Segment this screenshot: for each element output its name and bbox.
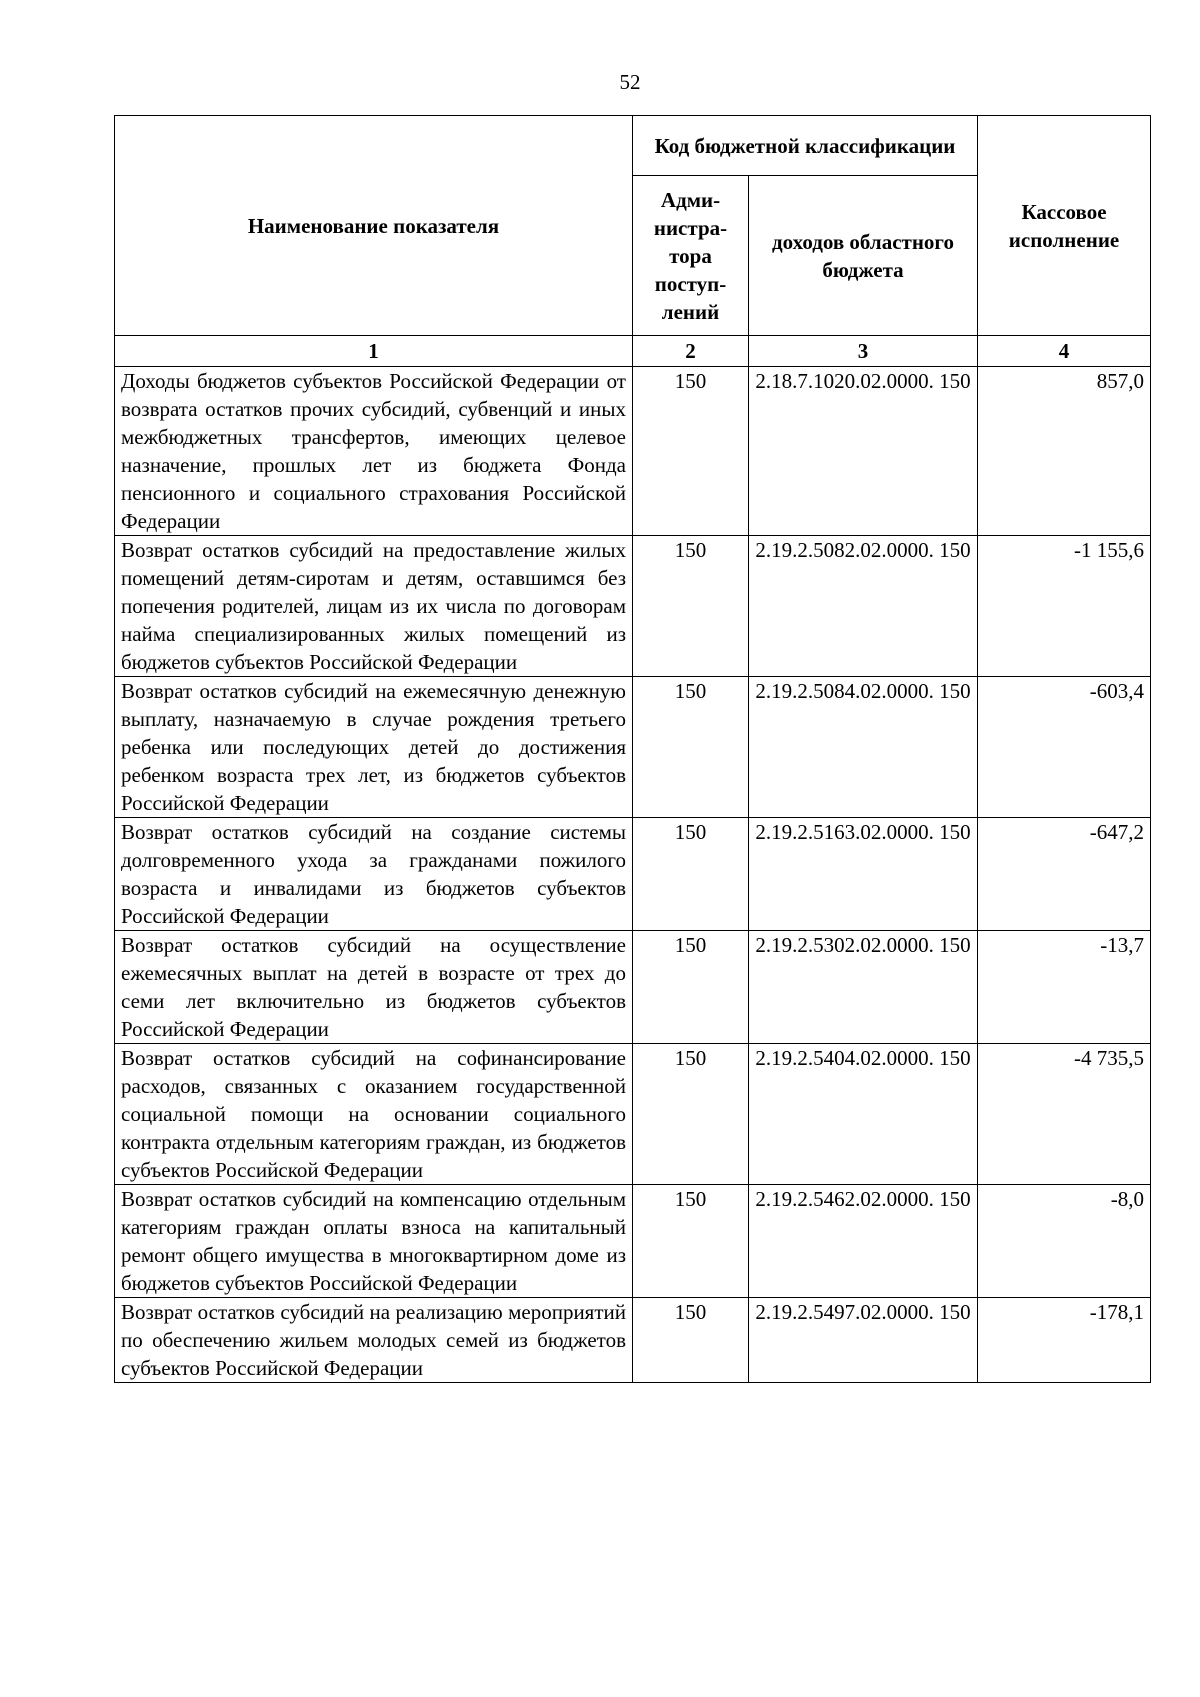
cash-amount: -647,2 xyxy=(978,818,1151,931)
header-cash: Кассовое исполнение xyxy=(978,116,1151,336)
admin-code: 150 xyxy=(633,931,749,1044)
header-admin: Адми-нистра-тора поступ-лений xyxy=(633,176,749,336)
cash-amount: -603,4 xyxy=(978,677,1151,818)
table-row xyxy=(115,677,1151,818)
column-numbers-row xyxy=(115,336,1151,367)
income-code: 2.19.2.5163.02.0000. 150 xyxy=(749,818,978,931)
column-number: 1 xyxy=(115,336,633,367)
table-row xyxy=(115,931,1151,1044)
budget-table xyxy=(114,115,1151,1383)
table-row xyxy=(115,536,1151,677)
cash-amount: -178,1 xyxy=(978,1298,1151,1383)
indicator-name: Возврат остатков субсидий на осуществление ежемесячных выплат на детей в возрасте от трех до семи лет включительно из бюджетов субъектов Российской Федерации xyxy=(115,931,633,1044)
table-row xyxy=(115,1185,1151,1298)
admin-code: 150 xyxy=(633,1185,749,1298)
indicator-name: Доходы бюджетов субъектов Российской Федерации от возврата остатков прочих субсидий, субвенций и иных межбюджетных трансфертов, имеющих целевое назначение, прошлых лет из бюджета Фонда пенсионного и социального страхования Российской Федерации xyxy=(115,367,633,536)
income-code: 2.19.2.5082.02.0000. 150 xyxy=(749,536,978,677)
income-code: 2.19.2.5404.02.0000. 150 xyxy=(749,1044,978,1185)
admin-code: 150 xyxy=(633,677,749,818)
indicator-name: Возврат остатков субсидий на ежемесячную денежную выплату, назначаемую в случае рождения третьего ребенка или последующих детей до достижения ребенком возраста трех лет, из бюджетов субъектов Российской Федерации xyxy=(115,677,633,818)
cash-amount: -1 155,6 xyxy=(978,536,1151,677)
table-row xyxy=(115,367,1151,536)
admin-code: 150 xyxy=(633,367,749,536)
table-row xyxy=(115,818,1151,931)
indicator-name: Возврат остатков субсидий на компенсацию отдельным категориям граждан оплаты взноса на капитальный ремонт общего имущества в многоквартирном доме из бюджетов субъектов Российской Федерации xyxy=(115,1185,633,1298)
cash-amount: -4 735,5 xyxy=(978,1044,1151,1185)
income-code: 2.19.2.5462.02.0000. 150 xyxy=(749,1185,978,1298)
column-number: 3 xyxy=(749,336,978,367)
column-number: 4 xyxy=(978,336,1151,367)
income-code: 2.18.7.1020.02.0000. 150 xyxy=(749,367,978,536)
header-code-group: Код бюджетной классификации xyxy=(633,116,978,176)
table-row xyxy=(115,1044,1151,1185)
cash-amount: -13,7 xyxy=(978,931,1151,1044)
indicator-name: Возврат остатков субсидий на реализацию мероприятий по обеспечению жильем молодых семей из бюджетов субъектов Российской Федерации xyxy=(115,1298,633,1383)
indicator-name: Возврат остатков субсидий на предоставление жилых помещений детям-сиротам и детям, оставшимся без попечения родителей, лицам из их числа по договорам найма специализированных жилых помещений из бюджетов субъектов Российской Федерации xyxy=(115,536,633,677)
indicator-name: Возврат остатков субсидий на создание системы долговременного ухода за гражданами пожилого возраста и инвалидами из бюджетов субъектов Российской Федерации xyxy=(115,818,633,931)
header-income: доходов областного бюджета xyxy=(749,176,978,336)
cash-amount: -8,0 xyxy=(978,1185,1151,1298)
table-header xyxy=(115,116,1151,367)
income-code: 2.19.2.5084.02.0000. 150 xyxy=(749,677,978,818)
indicator-name: Возврат остатков субсидий на софинансирование расходов, связанных с оказанием государственной социальной помощи на основании социального контракта отдельным категориям граждан, из бюджетов субъектов Российской Федерации xyxy=(115,1044,633,1185)
admin-code: 150 xyxy=(633,1044,749,1185)
income-code: 2.19.2.5497.02.0000. 150 xyxy=(749,1298,978,1383)
income-code: 2.19.2.5302.02.0000. 150 xyxy=(749,931,978,1044)
column-number: 2 xyxy=(633,336,749,367)
admin-code: 150 xyxy=(633,818,749,931)
admin-code: 150 xyxy=(633,1298,749,1383)
table-row xyxy=(115,1298,1151,1383)
page-number: 52 xyxy=(619,70,641,94)
header-name: Наименование показателя xyxy=(115,116,633,336)
table-body xyxy=(115,367,1151,1383)
cash-amount: 857,0 xyxy=(978,367,1151,536)
admin-code: 150 xyxy=(633,536,749,677)
